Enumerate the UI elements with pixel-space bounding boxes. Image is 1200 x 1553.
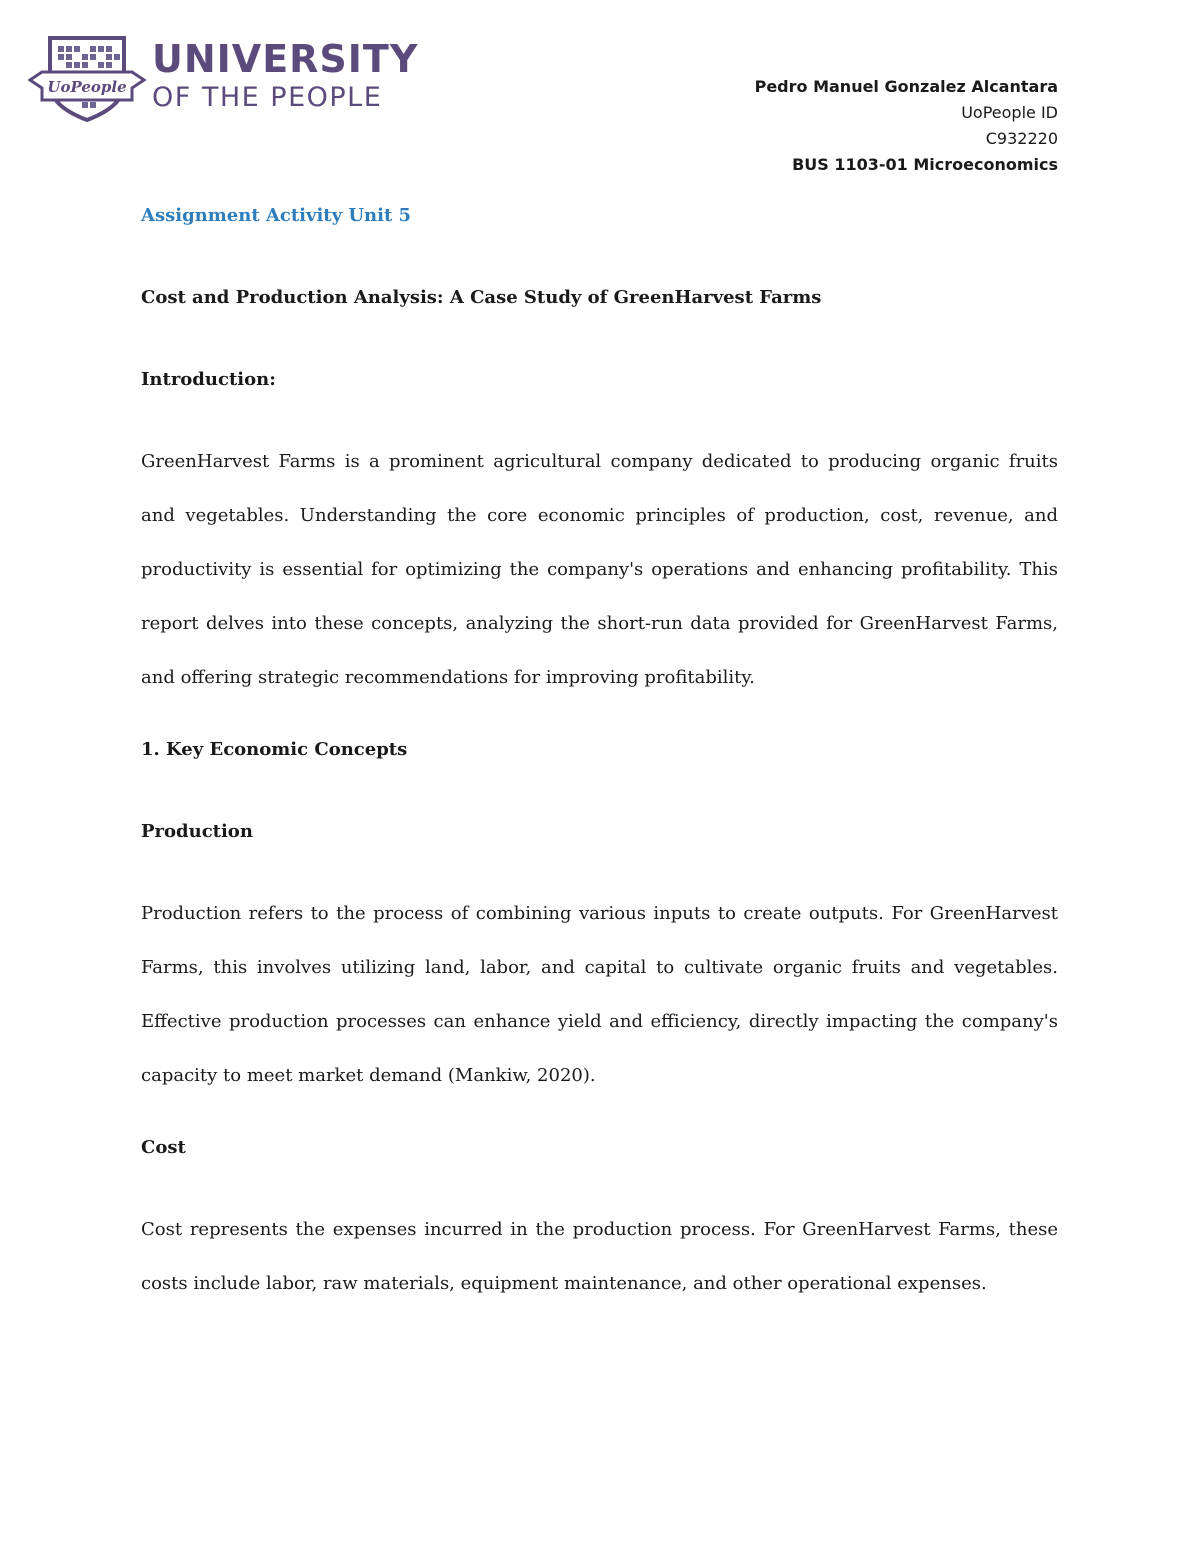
intro-paragraph: GreenHarvest Farms is a prominent agricultural company dedicated to producing organic fruits and vegetables. Understanding the core economic principles of production, cost, revenue, and productivity is essential for optimizing the company's operations and enhancing profitability. This report delves into these concepts, analyzing the short-run data provided for GreenHarvest Farms, and offering strategic recommendations for improving profitability. xyxy=(141,451,1058,688)
production-paragraph: Production refers to the process of combining various inputs to create outputs. For GreenHarvest Farms, this involves utilizing land, labor, and capital to cultivate organic fruits and vegetables. Effective production processes can enhance yield and efficiency, directly impacting the company's capacity to meet market demand (Mankiw, 2020). xyxy=(141,903,1058,1086)
logo-line-of-the-people: OF THE PEOPLE xyxy=(152,82,383,113)
intro-heading: Introduction: xyxy=(141,369,276,390)
student-info xyxy=(755,74,1058,178)
course-name: BUS 1103-01 Microeconomics xyxy=(792,155,1058,174)
student-name: Pedro Manuel Gonzalez Alcantara xyxy=(754,77,1058,96)
document-body xyxy=(141,198,1058,1311)
logo-wordmark xyxy=(152,37,419,113)
cost-heading: Cost xyxy=(141,1137,186,1158)
production-heading: Production xyxy=(141,821,253,842)
cost-paragraph: Cost represents the expenses incurred in the production process. For GreenHarvest Farms, these costs include labor, raw materials, equipment maintenance, and other operational expenses. xyxy=(141,1219,1058,1294)
student-id-value: C932220 xyxy=(985,129,1058,148)
university-logo xyxy=(28,32,419,124)
logo-line-university: UNIVERSITY xyxy=(152,37,419,81)
assignment-title: Assignment Activity Unit 5 xyxy=(141,205,412,226)
svg-text:UoPeople: UoPeople xyxy=(47,78,127,96)
shield-icon xyxy=(28,32,148,124)
section1-heading: 1. Key Economic Concepts xyxy=(141,739,408,760)
student-id-label: UoPeople ID xyxy=(961,103,1058,122)
main-title: Cost and Production Analysis: A Case Study of GreenHarvest Farms xyxy=(141,287,822,308)
